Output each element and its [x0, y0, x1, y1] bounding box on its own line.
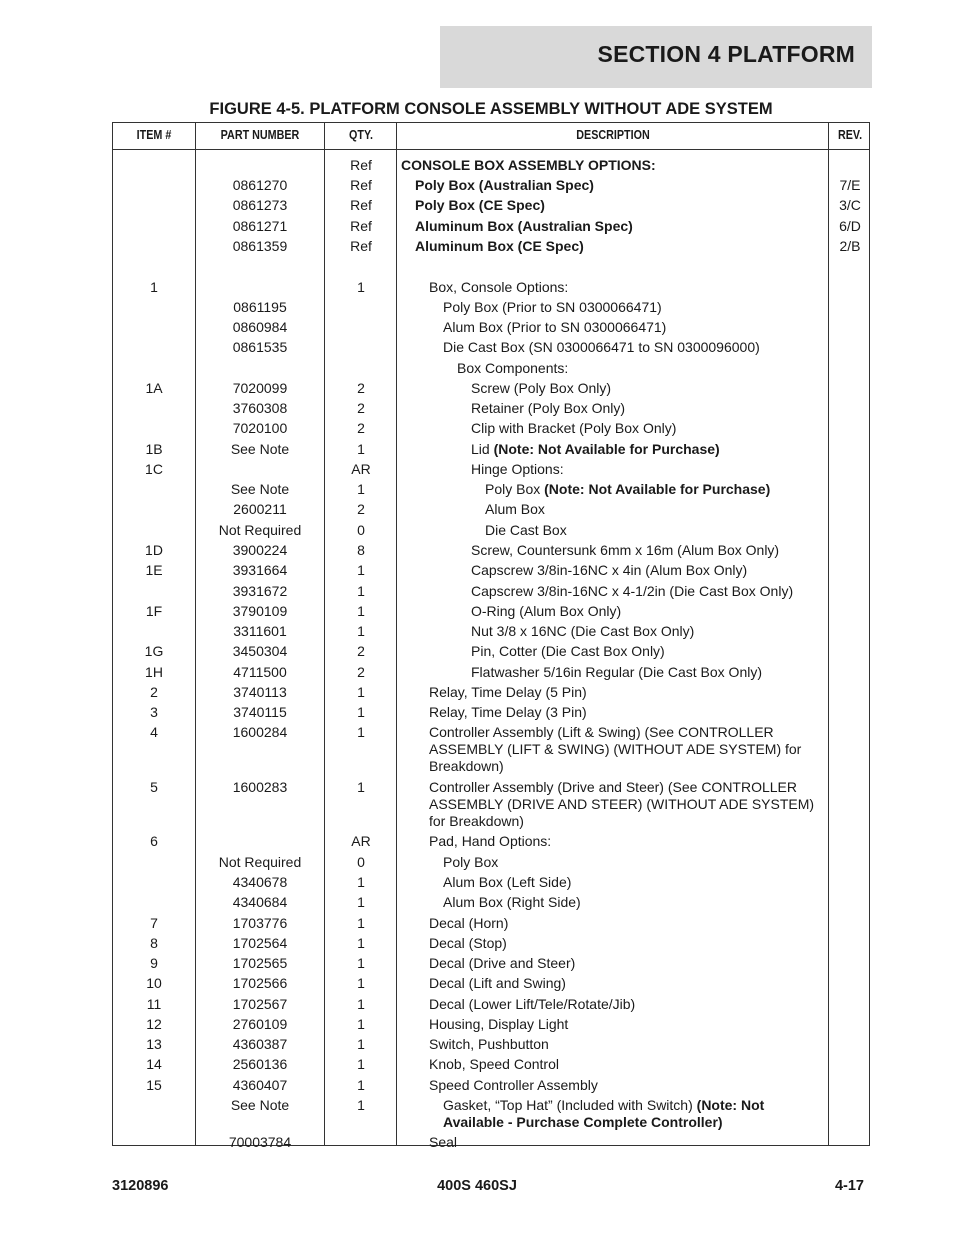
item-number: 11	[146, 996, 162, 1012]
part-number: 70003784	[228, 1134, 292, 1150]
description-text: Die Cast Box (SN 0300066471 to SN 0300096000)	[443, 339, 760, 355]
description-text: Die Cast Box	[485, 522, 567, 538]
part-number: 0861270	[232, 177, 288, 193]
table-row	[113, 258, 869, 279]
description	[397, 238, 819, 255]
description	[397, 1056, 819, 1073]
part-number: 1702567	[232, 996, 288, 1012]
description	[397, 996, 819, 1013]
table-row	[113, 481, 869, 501]
item-number: 1A	[145, 380, 163, 396]
description-text: Seal	[429, 1134, 458, 1150]
description	[397, 197, 819, 214]
column-header-item: ITEM #	[136, 128, 172, 142]
quantity: Ref	[350, 218, 372, 234]
item-number: 15	[146, 1077, 162, 1093]
table-row	[113, 975, 869, 996]
table-row	[113, 915, 869, 935]
description	[397, 724, 819, 775]
quantity: Ref	[350, 238, 372, 254]
item-number: 1C	[145, 461, 163, 477]
item-number: 5	[150, 779, 158, 795]
description	[397, 975, 819, 992]
table-row	[113, 603, 869, 623]
part-number: 0861273	[232, 197, 288, 213]
table-row	[113, 380, 869, 400]
part-number: 3311601	[233, 623, 287, 639]
table-row	[113, 420, 869, 441]
description-text: Gasket, “Top Hat” (Included with Switch)	[443, 1097, 697, 1113]
part-number: 0861535	[232, 339, 288, 355]
part-number: Not Required	[218, 854, 302, 870]
part-number: 2600211	[233, 501, 287, 517]
part-number: 4360387	[232, 1036, 288, 1052]
description	[397, 299, 819, 316]
description	[397, 874, 819, 891]
description-text: Lid	[471, 441, 494, 457]
quantity: 1	[357, 1077, 365, 1093]
revision: 2/B	[839, 238, 861, 254]
part-number: 3790109	[232, 603, 288, 619]
part-number: 7020100	[232, 420, 288, 436]
description	[397, 441, 819, 458]
description-text: Hinge Options:	[471, 461, 564, 477]
description	[397, 177, 819, 194]
quantity: 1	[357, 1036, 365, 1052]
description	[397, 664, 819, 681]
description	[397, 360, 819, 377]
table-row	[113, 583, 869, 603]
item-number: 1B	[145, 441, 163, 457]
table-row	[113, 623, 869, 643]
quantity: 1	[357, 562, 365, 578]
table-row	[113, 299, 869, 319]
quantity: 1	[357, 1097, 365, 1113]
description	[397, 915, 819, 932]
description	[397, 1036, 819, 1053]
section-banner	[440, 26, 872, 88]
column-header-qty: QTY.	[349, 128, 373, 142]
part-number: 4360407	[232, 1077, 288, 1093]
description	[397, 400, 819, 417]
quantity: 1	[357, 481, 365, 497]
item-number: 13	[146, 1036, 162, 1052]
quantity: 1	[357, 724, 365, 740]
description	[397, 157, 819, 174]
item-number: 3	[150, 704, 158, 720]
quantity: 2	[357, 400, 365, 416]
table-row	[113, 157, 869, 177]
quantity: 2	[357, 664, 365, 680]
part-number: 0861271	[232, 218, 288, 234]
description	[397, 279, 819, 296]
part-number: 1600284	[232, 724, 288, 740]
table-row	[113, 562, 869, 583]
description-text: Screw (Poly Box Only)	[471, 380, 612, 396]
description	[397, 501, 819, 518]
table-row	[113, 501, 869, 522]
table-row	[113, 854, 869, 874]
quantity: 2	[357, 380, 365, 396]
description-bold-text: Aluminum Box (Australian Spec)	[415, 218, 633, 234]
table-row	[113, 197, 869, 218]
part-number: 1702565	[232, 955, 288, 971]
quantity: 1	[357, 623, 365, 639]
part-number: 3931672	[232, 583, 288, 599]
quantity: 8	[357, 542, 365, 558]
description-bold-text: Aluminum Box (CE Spec)	[415, 238, 584, 254]
quantity: AR	[351, 461, 371, 477]
table-row	[113, 664, 869, 684]
description	[397, 461, 819, 478]
description-text: Speed Controller Assembly	[429, 1077, 598, 1093]
description-text: Clip with Bracket (Poly Box Only)	[471, 420, 677, 436]
table-row	[113, 1077, 869, 1097]
part-number: See Note	[230, 441, 290, 457]
table-row	[113, 996, 869, 1016]
table-row	[113, 542, 869, 562]
description	[397, 1016, 819, 1033]
part-number: 1702564	[232, 935, 288, 951]
description-bold-text: Poly Box (Australian Spec)	[415, 177, 594, 193]
parts-table	[112, 122, 870, 1150]
description-text: Poly Box	[485, 481, 545, 497]
description-text: Alum Box (Prior to SN 0300066471)	[443, 319, 667, 335]
quantity: Ref	[350, 197, 372, 213]
description	[397, 562, 819, 579]
footer-page-number: 4-17	[834, 1178, 864, 1194]
table-row	[113, 955, 869, 975]
table-row	[113, 874, 869, 894]
quantity: 1	[357, 955, 365, 971]
revision: 3/C	[839, 197, 861, 213]
quantity: 0	[357, 854, 365, 870]
description	[397, 1097, 819, 1131]
description-text: Pin, Cotter (Die Cast Box Only)	[471, 643, 665, 659]
description	[397, 643, 819, 660]
table-row	[113, 935, 869, 955]
description	[397, 684, 819, 701]
table-row	[113, 779, 869, 833]
revision: 7/E	[839, 177, 861, 193]
table-row	[113, 218, 869, 238]
table-header-row	[113, 123, 869, 150]
item-number: 2	[150, 684, 158, 700]
item-number: 4	[150, 724, 158, 740]
quantity: 2	[357, 501, 365, 517]
description	[397, 779, 819, 830]
description-text: Box, Console Options:	[429, 279, 569, 295]
part-number: 1703776	[232, 915, 288, 931]
column-header-part-number: PART NUMBER	[220, 128, 300, 142]
description-text: Controller Assembly (Drive and Steer) (See CONTROLLER ASSEMBLY (DRIVE AND STEER) (WITHOUT ADE SYSTEM) for Breakdown)	[429, 779, 815, 829]
quantity: 2	[357, 420, 365, 436]
table-row	[113, 238, 869, 258]
revision: 6/D	[839, 218, 861, 234]
description-text: O-Ring (Alum Box Only)	[471, 603, 622, 619]
quantity: 1	[357, 684, 365, 700]
description-text: Alum Box	[485, 501, 545, 517]
quantity: 2	[357, 643, 365, 659]
figure-title: FIGURE 4-5. PLATFORM CONSOLE ASSEMBLY WITHOUT ADE SYSTEM	[209, 100, 773, 118]
quantity: 1	[357, 915, 365, 931]
part-number: 4340678	[232, 874, 288, 890]
part-number: 0861195	[233, 299, 287, 315]
table-row	[113, 441, 869, 461]
part-number: 2760109	[232, 1016, 288, 1032]
part-number: 3931664	[232, 562, 288, 578]
part-number: 2560136	[232, 1056, 288, 1072]
table-row	[113, 1056, 869, 1077]
description-text: Relay, Time Delay (5 Pin)	[429, 684, 587, 700]
section-title: SECTION 4 PLATFORM	[597, 41, 855, 67]
part-number: 4711500	[233, 664, 287, 680]
item-number: 1D	[145, 542, 163, 558]
description	[397, 833, 819, 850]
table-row	[113, 894, 869, 915]
table-row	[113, 279, 869, 299]
description-text: Box Components:	[457, 360, 569, 376]
description-text: Pad, Hand Options:	[429, 833, 552, 849]
quantity: 1	[357, 603, 365, 619]
description	[397, 542, 819, 559]
description	[397, 854, 819, 871]
item-number: 12	[146, 1016, 162, 1032]
part-number: 7020099	[232, 380, 288, 396]
description	[397, 935, 819, 952]
part-number: 3900224	[232, 542, 288, 558]
description-text: Alum Box (Left Side)	[443, 874, 572, 890]
quantity: AR	[351, 833, 371, 849]
part-number: 0860984	[232, 319, 288, 335]
table-row	[113, 724, 869, 779]
description	[397, 522, 819, 539]
description-text: Decal (Horn)	[429, 915, 509, 931]
description-text: Decal (Stop)	[429, 935, 507, 951]
part-number: See Note	[230, 1097, 290, 1113]
quantity: 1	[357, 779, 365, 795]
description	[397, 704, 819, 721]
description-bold-text: Poly Box (CE Spec)	[415, 197, 545, 213]
description-text: Screw, Countersunk 6mm x 16m (Alum Box Only)	[471, 542, 780, 558]
quantity: 1	[357, 996, 365, 1012]
quantity: 1	[357, 704, 365, 720]
table-row	[113, 643, 869, 664]
quantity: Ref	[350, 157, 372, 173]
table-row	[113, 339, 869, 360]
part-number: Not Required	[218, 522, 302, 538]
quantity: 1	[357, 894, 365, 910]
table-row	[113, 1097, 869, 1134]
description-text: Retainer (Poly Box Only)	[471, 400, 626, 416]
item-number: 9	[150, 955, 158, 971]
item-number: 1H	[145, 664, 163, 680]
part-number: 1702566	[232, 975, 288, 991]
column-header-description: DESCRIPTION	[576, 128, 650, 142]
part-number: 3740113	[233, 684, 287, 700]
part-number: 0861359	[232, 238, 288, 254]
description-bold-text: (Note: Not Available for Purchase)	[544, 481, 771, 497]
item-number: 7	[150, 915, 158, 931]
part-number: 3760308	[232, 400, 288, 416]
description-text: Controller Assembly (Lift & Swing) (See CONTROLLER ASSEMBLY (LIFT & SWING) (WITHOUT ADE SYSTEM) for Breakdown)	[429, 724, 802, 774]
quantity: 1	[357, 975, 365, 991]
description-bold-text: CONSOLE BOX ASSEMBLY OPTIONS:	[401, 157, 656, 173]
column-header-rev: REV.	[837, 128, 863, 142]
quantity: 1	[357, 279, 365, 295]
description-text: Capscrew 3/8in-16NC x 4-1/2in (Die Cast Box Only)	[471, 583, 794, 599]
description-text: Flatwasher 5/16in Regular (Die Cast Box Only)	[471, 664, 763, 680]
description-text: Capscrew 3/8in-16NC x 4in (Alum Box Only)	[471, 562, 748, 578]
description-text: Decal (Lift and Swing)	[429, 975, 566, 991]
description-text: Switch, Pushbutton	[429, 1036, 549, 1052]
table-row	[113, 833, 869, 854]
description	[397, 1077, 819, 1094]
part-number: 4340684	[232, 894, 288, 910]
table-row	[113, 1134, 869, 1154]
description-text: Decal (Lower Lift/Tele/Rotate/Jib)	[429, 996, 636, 1012]
item-number: 8	[150, 935, 158, 951]
table-row	[113, 461, 869, 481]
quantity: 1	[357, 1056, 365, 1072]
description-text: Alum Box (Right Side)	[443, 894, 581, 910]
part-number: 1600283	[232, 779, 288, 795]
part-number: 3450304	[232, 643, 288, 659]
item-number: 10	[146, 975, 162, 991]
part-number: See Note	[230, 481, 290, 497]
description	[397, 319, 819, 336]
table-row	[113, 319, 869, 339]
table-row	[113, 704, 869, 724]
description-text: Relay, Time Delay (3 Pin)	[429, 704, 587, 720]
description	[397, 583, 819, 600]
description-text: Decal (Drive and Steer)	[429, 955, 576, 971]
item-number: 1F	[145, 603, 163, 619]
description	[397, 1134, 819, 1151]
item-number: 14	[146, 1056, 162, 1072]
footer-model: 400S 460SJ	[437, 1178, 517, 1194]
table-row	[113, 177, 869, 197]
quantity: 1	[357, 935, 365, 951]
quantity: 1	[357, 441, 365, 457]
footer-doc-number: 3120896	[112, 1178, 169, 1194]
description	[397, 420, 819, 437]
description-text: Poly Box (Prior to SN 0300066471)	[443, 299, 662, 315]
description	[397, 339, 819, 356]
description-text: Housing, Display Light	[429, 1016, 569, 1032]
quantity: 1	[357, 583, 365, 599]
description	[397, 603, 819, 620]
description-text: Poly Box	[443, 854, 499, 870]
quantity: 1	[357, 1016, 365, 1032]
quantity: 1	[357, 874, 365, 890]
table-row	[113, 360, 869, 380]
quantity: 0	[357, 522, 365, 538]
description	[397, 218, 819, 235]
item-number: 6	[150, 833, 158, 849]
item-number: 1	[150, 279, 158, 295]
item-number: 1E	[145, 562, 163, 578]
description	[397, 623, 819, 640]
description	[397, 894, 819, 911]
part-number: 3740115	[233, 704, 287, 720]
description-text: Knob, Speed Control	[429, 1056, 559, 1072]
table-row	[113, 1016, 869, 1036]
description	[397, 380, 819, 397]
table-row	[113, 1036, 869, 1056]
table-row	[113, 522, 869, 542]
description-text: Nut 3/8 x 16NC (Die Cast Box Only)	[471, 623, 695, 639]
table-row	[113, 400, 869, 420]
quantity: Ref	[350, 177, 372, 193]
description	[397, 481, 819, 498]
item-number: 1G	[144, 643, 164, 659]
description-bold-text: (Note: Not Available for Purchase)	[493, 441, 720, 457]
description	[397, 955, 819, 972]
table-row	[113, 684, 869, 704]
description-bold-text: (Note: Not Available - Purchase Complete Controller)	[443, 1097, 765, 1130]
